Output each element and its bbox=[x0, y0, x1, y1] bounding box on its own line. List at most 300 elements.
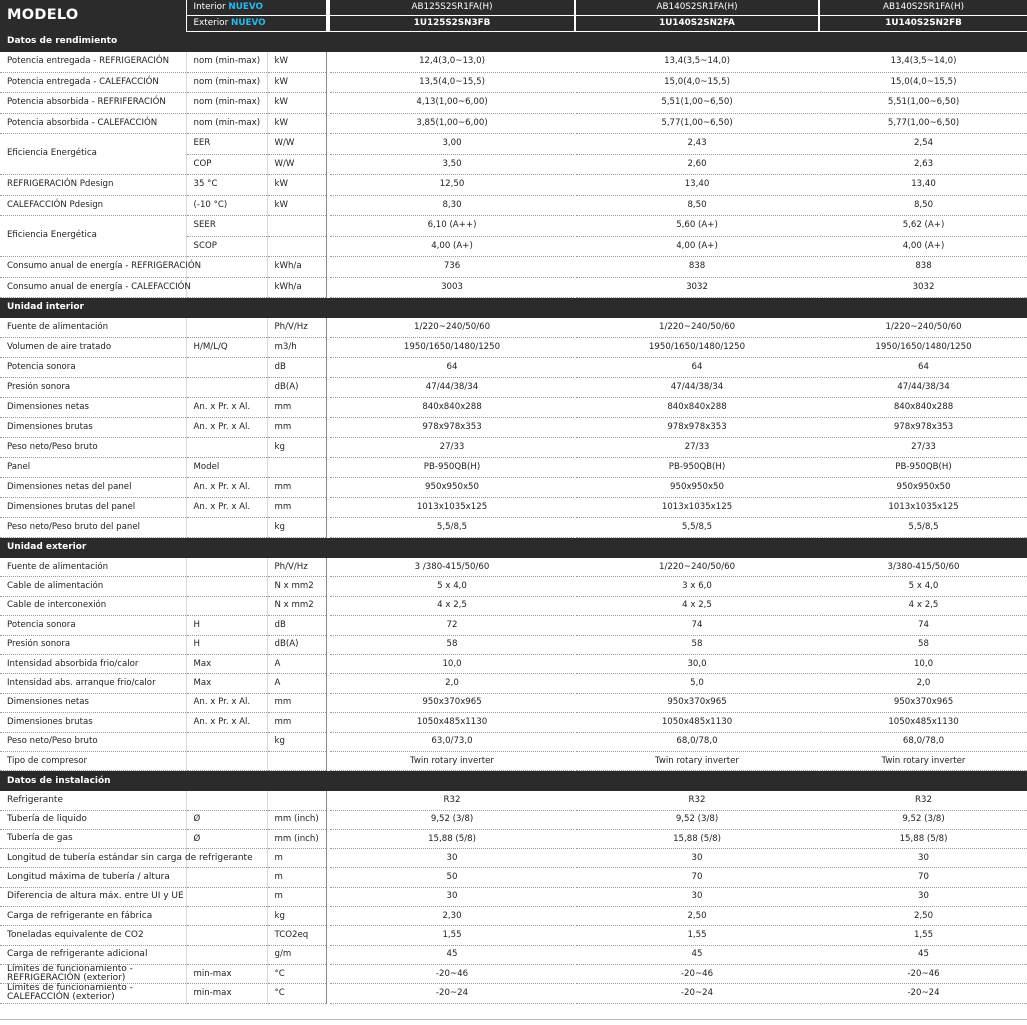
value-col-1: 6,10 (A++) bbox=[330, 216, 574, 237]
table-row bbox=[0, 964, 1027, 983]
row-unit: N x mm2 bbox=[267, 596, 326, 615]
row-unit: A bbox=[267, 654, 326, 673]
row-condition bbox=[186, 358, 267, 378]
row-label: Dimensiones netas bbox=[0, 398, 186, 418]
value-col-1: 12,4(3,0~13,0) bbox=[330, 52, 574, 72]
row-label: Longitud de tubería estándar sin carga de refrigerante bbox=[0, 849, 186, 868]
value-col-1: 3 /380-415/50/60 bbox=[330, 558, 574, 577]
row-unit: kg bbox=[267, 438, 326, 458]
row-label: Carga de refrigerante en fábrica bbox=[0, 907, 186, 926]
row-label: Potencia entregada - CALEFACCIÓN bbox=[0, 72, 186, 93]
row-label: Cable de alimentación bbox=[0, 577, 186, 596]
row-unit: kg bbox=[267, 518, 326, 538]
row-label: Presión sonora bbox=[0, 635, 186, 654]
value-col-3: 978x978x353 bbox=[820, 418, 1027, 438]
value-col-2: 30 bbox=[576, 887, 818, 906]
row-unit: mm bbox=[267, 693, 326, 712]
value-col-2: -20~24 bbox=[576, 984, 818, 1003]
value-col-1: 2,0 bbox=[330, 674, 574, 693]
exterior-model-3: 1U140S2SN2FB bbox=[820, 16, 1027, 32]
row-unit: kW bbox=[267, 113, 326, 134]
row-unit: dB(A) bbox=[267, 378, 326, 398]
table-row bbox=[0, 398, 1027, 418]
row-condition bbox=[186, 577, 267, 596]
row-label: CALEFACCIÓN Pdesign bbox=[0, 195, 186, 216]
value-col-1: 2,30 bbox=[330, 907, 574, 926]
row-condition: EER bbox=[186, 134, 267, 155]
value-col-1: 64 bbox=[330, 358, 574, 378]
table-row bbox=[0, 338, 1027, 358]
value-col-2: 47/44/38/34 bbox=[576, 378, 818, 398]
header-row-interior bbox=[0, 0, 1027, 16]
row-unit: TCO2eq bbox=[267, 926, 326, 945]
value-col-2: 74 bbox=[576, 616, 818, 635]
value-col-1: 950x950x50 bbox=[330, 478, 574, 498]
row-unit: W/W bbox=[267, 134, 326, 155]
row-label: Potencia sonora bbox=[0, 616, 186, 635]
value-col-2: 950x370x965 bbox=[576, 693, 818, 712]
value-col-2: 30 bbox=[576, 849, 818, 868]
value-col-3: 74 bbox=[820, 616, 1027, 635]
value-col-2: 1013x1035x125 bbox=[576, 498, 818, 518]
row-label: Fuente de alimentación bbox=[0, 558, 186, 577]
section-title: Unidad exterior bbox=[0, 538, 1027, 559]
table-row bbox=[0, 868, 1027, 887]
row-condition bbox=[186, 945, 267, 964]
row-label: Diferencia de altura máx. entre UI y UE bbox=[0, 887, 186, 906]
row-label: REFRIGERACIÓN Pdesign bbox=[0, 175, 186, 196]
value-col-3: 13,4(3,5~14,0) bbox=[820, 52, 1027, 72]
row-label: Peso neto/Peso bruto bbox=[0, 438, 186, 458]
row-unit: mm (inch) bbox=[267, 810, 326, 829]
row-unit: kW bbox=[267, 195, 326, 216]
row-label: Potencia sonora bbox=[0, 358, 186, 378]
row-unit: A bbox=[267, 674, 326, 693]
section-title: Unidad interior bbox=[0, 298, 1027, 319]
interior-model-1: AB125S2SR1FA(H) bbox=[330, 0, 574, 16]
value-col-3: 5,5/8,5 bbox=[820, 518, 1027, 538]
table-row bbox=[0, 596, 1027, 615]
row-condition bbox=[186, 438, 267, 458]
exterior-label bbox=[186, 16, 326, 32]
row-condition bbox=[186, 887, 267, 906]
row-condition: min-max bbox=[186, 984, 267, 1003]
table-row bbox=[0, 887, 1027, 906]
row-unit: m bbox=[267, 868, 326, 887]
row-condition: 35 °C bbox=[186, 175, 267, 196]
interior-model-3: AB140S2SR1FA(H) bbox=[820, 0, 1027, 16]
value-col-1: 30 bbox=[330, 887, 574, 906]
row-condition bbox=[186, 926, 267, 945]
table-row bbox=[0, 945, 1027, 964]
row-condition: nom (min-max) bbox=[186, 113, 267, 134]
table-row bbox=[0, 693, 1027, 712]
value-col-2: 45 bbox=[576, 945, 818, 964]
row-unit: g/m bbox=[267, 945, 326, 964]
row-label: Volumen de aire tratado bbox=[0, 338, 186, 358]
model-label: MODELO bbox=[0, 0, 186, 32]
section-interior bbox=[0, 298, 1027, 319]
value-col-3: 5,62 (A+) bbox=[820, 216, 1027, 237]
nuevo-badge-interior: NUEVO bbox=[228, 1, 264, 12]
value-col-1: 8,30 bbox=[330, 195, 574, 216]
value-col-1: 1/220~240/50/60 bbox=[330, 318, 574, 338]
value-col-1: 10,0 bbox=[330, 654, 574, 673]
value-col-2: 1/220~240/50/60 bbox=[576, 558, 818, 577]
row-unit: m bbox=[267, 849, 326, 868]
row-condition: An. x Pr. x Al. bbox=[186, 693, 267, 712]
exterior-model-2: 1U140S2SN2FA bbox=[576, 16, 818, 32]
table-row bbox=[0, 635, 1027, 654]
value-col-1: 1950/1650/1480/1250 bbox=[330, 338, 574, 358]
value-col-1: 15,88 (5/8) bbox=[330, 829, 574, 848]
value-col-3: 950x950x50 bbox=[820, 478, 1027, 498]
row-unit: mm bbox=[267, 498, 326, 518]
value-col-3: 10,0 bbox=[820, 654, 1027, 673]
table-row bbox=[0, 791, 1027, 810]
table-row bbox=[0, 277, 1027, 298]
row-label: Cable de interconexión bbox=[0, 596, 186, 615]
row-label: Presión sonora bbox=[0, 378, 186, 398]
value-col-2: 2,43 bbox=[576, 134, 818, 155]
value-col-3: Twin rotary inverter bbox=[820, 751, 1027, 770]
row-unit: W/W bbox=[267, 154, 326, 175]
value-col-3: 4,00 (A+) bbox=[820, 236, 1027, 257]
table-row bbox=[0, 134, 1027, 155]
value-col-2: 27/33 bbox=[576, 438, 818, 458]
interior-label-text: Interior bbox=[193, 1, 226, 12]
row-label: Peso neto/Peso bruto bbox=[0, 732, 186, 751]
row-condition bbox=[186, 791, 267, 810]
table-row bbox=[0, 810, 1027, 829]
value-col-2: 2,60 bbox=[576, 154, 818, 175]
row-unit: mm bbox=[267, 713, 326, 732]
table-row bbox=[0, 498, 1027, 518]
value-col-3: 3/380-415/50/60 bbox=[820, 558, 1027, 577]
value-col-3: 15,0(4,0~15,5) bbox=[820, 72, 1027, 93]
row-unit: °C bbox=[267, 984, 326, 1003]
row-label: Toneladas equivalente de CO2 bbox=[0, 926, 186, 945]
table-row bbox=[0, 713, 1027, 732]
row-condition bbox=[186, 378, 267, 398]
value-col-1: 72 bbox=[330, 616, 574, 635]
value-col-2: 950x950x50 bbox=[576, 478, 818, 498]
value-col-1: 3003 bbox=[330, 277, 574, 298]
table-row bbox=[0, 518, 1027, 538]
row-unit: °C bbox=[267, 964, 326, 983]
value-col-2: 5,60 (A+) bbox=[576, 216, 818, 237]
row-label: Fuente de alimentación bbox=[0, 318, 186, 338]
value-col-2: 4,00 (A+) bbox=[576, 236, 818, 257]
value-col-2: 30,0 bbox=[576, 654, 818, 673]
value-col-3: 1950/1650/1480/1250 bbox=[820, 338, 1027, 358]
value-col-2: 1/220~240/50/60 bbox=[576, 318, 818, 338]
row-unit: kW bbox=[267, 93, 326, 114]
value-col-2: 15,88 (5/8) bbox=[576, 829, 818, 848]
table-row bbox=[0, 418, 1027, 438]
value-col-2: 9,52 (3/8) bbox=[576, 810, 818, 829]
interior-label bbox=[186, 0, 326, 16]
value-col-1: 1,55 bbox=[330, 926, 574, 945]
row-label: Dimensiones brutas bbox=[0, 418, 186, 438]
row-unit: m3/h bbox=[267, 338, 326, 358]
row-unit: mm bbox=[267, 398, 326, 418]
row-condition bbox=[186, 518, 267, 538]
value-col-3: 3032 bbox=[820, 277, 1027, 298]
value-col-2: 15,0(4,0~15,5) bbox=[576, 72, 818, 93]
row-condition bbox=[186, 277, 267, 298]
value-col-3: 2,0 bbox=[820, 674, 1027, 693]
value-col-1: 5 x 4,0 bbox=[330, 577, 574, 596]
value-col-1: 63,0/73,0 bbox=[330, 732, 574, 751]
value-col-3: 2,63 bbox=[820, 154, 1027, 175]
row-label: Tipo de compresor bbox=[0, 751, 186, 770]
value-col-2: 58 bbox=[576, 635, 818, 654]
value-col-2: 68,0/78,0 bbox=[576, 732, 818, 751]
section-instalacion bbox=[0, 771, 1027, 792]
row-condition: COP bbox=[186, 154, 267, 175]
value-col-2: 5,77(1,00~6,50) bbox=[576, 113, 818, 134]
row-label: Dimensiones brutas del panel bbox=[0, 498, 186, 518]
row-label: Refrigerante bbox=[0, 791, 186, 810]
table-row bbox=[0, 72, 1027, 93]
value-col-1: 3,50 bbox=[330, 154, 574, 175]
row-condition bbox=[186, 868, 267, 887]
value-col-3: 30 bbox=[820, 849, 1027, 868]
value-col-3: 70 bbox=[820, 868, 1027, 887]
row-condition: Max bbox=[186, 674, 267, 693]
row-condition bbox=[186, 751, 267, 770]
row-label: Peso neto/Peso bruto del panel bbox=[0, 518, 186, 538]
table-row bbox=[0, 113, 1027, 134]
value-col-3: 45 bbox=[820, 945, 1027, 964]
value-col-1: 12,50 bbox=[330, 175, 574, 196]
row-condition: SEER bbox=[186, 216, 267, 237]
row-label: Límites de funcionamiento - CALEFACCIÓN (exterior) bbox=[0, 984, 186, 1003]
table-row bbox=[0, 318, 1027, 338]
value-col-3: 5,51(1,00~6,50) bbox=[820, 93, 1027, 114]
value-col-2: Twin rotary inverter bbox=[576, 751, 818, 770]
value-col-2: 5,5/8,5 bbox=[576, 518, 818, 538]
row-condition: min-max bbox=[186, 964, 267, 983]
value-col-3: 47/44/38/34 bbox=[820, 378, 1027, 398]
value-col-3: 2,54 bbox=[820, 134, 1027, 155]
value-col-2: 8,50 bbox=[576, 195, 818, 216]
table-row bbox=[0, 558, 1027, 577]
value-col-1: 5,5/8,5 bbox=[330, 518, 574, 538]
row-unit: dB bbox=[267, 616, 326, 635]
value-col-3: 8,50 bbox=[820, 195, 1027, 216]
exterior-label-text: Exterior bbox=[193, 17, 229, 28]
row-unit: kW bbox=[267, 72, 326, 93]
row-label: Límites de funcionamiento - REFRIGERACIÓN (exterior) bbox=[0, 964, 186, 983]
table-row bbox=[0, 907, 1027, 926]
value-col-1: 58 bbox=[330, 635, 574, 654]
row-condition: Model bbox=[186, 458, 267, 478]
row-condition: An. x Pr. x Al. bbox=[186, 713, 267, 732]
value-col-3: 4 x 2,5 bbox=[820, 596, 1027, 615]
section-rendimiento bbox=[0, 32, 1027, 53]
row-condition: SCOP bbox=[186, 236, 267, 257]
value-col-3: 58 bbox=[820, 635, 1027, 654]
row-label: Potencia absorbida - CALEFACCIÓN bbox=[0, 113, 186, 134]
table-row bbox=[0, 195, 1027, 216]
row-unit: dB(A) bbox=[267, 635, 326, 654]
row-unit bbox=[267, 458, 326, 478]
value-col-2: 70 bbox=[576, 868, 818, 887]
section-title: Datos de instalación bbox=[0, 771, 1027, 792]
row-condition: (-10 °C) bbox=[186, 195, 267, 216]
value-col-2: 64 bbox=[576, 358, 818, 378]
table-row bbox=[0, 438, 1027, 458]
row-condition: Ø bbox=[186, 810, 267, 829]
row-label: Consumo anual de energía - CALEFACCIÓN bbox=[0, 277, 186, 298]
table-row bbox=[0, 829, 1027, 848]
row-label: Dimensiones netas bbox=[0, 693, 186, 712]
value-col-2: 2,50 bbox=[576, 907, 818, 926]
value-col-3: 2,50 bbox=[820, 907, 1027, 926]
table-row bbox=[0, 926, 1027, 945]
table-row bbox=[0, 378, 1027, 398]
row-unit: dB bbox=[267, 358, 326, 378]
value-col-1: 978x978x353 bbox=[330, 418, 574, 438]
row-condition: An. x Pr. x Al. bbox=[186, 478, 267, 498]
row-label: Potencia absorbida - REFRIFERACIÓN bbox=[0, 93, 186, 114]
value-col-1: -20~46 bbox=[330, 964, 574, 983]
row-unit: mm bbox=[267, 478, 326, 498]
value-col-3: 30 bbox=[820, 887, 1027, 906]
nuevo-badge-exterior: NUEVO bbox=[230, 17, 266, 28]
row-label: Longitud máxima de tubería / altura bbox=[0, 868, 186, 887]
value-col-2: 3 x 6,0 bbox=[576, 577, 818, 596]
row-unit: mm (inch) bbox=[267, 829, 326, 848]
value-col-1: 47/44/38/34 bbox=[330, 378, 574, 398]
row-condition: An. x Pr. x Al. bbox=[186, 418, 267, 438]
value-col-2: PB-950QB(H) bbox=[576, 458, 818, 478]
value-col-2: 1950/1650/1480/1250 bbox=[576, 338, 818, 358]
value-col-2: 1,55 bbox=[576, 926, 818, 945]
value-col-1: PB-950QB(H) bbox=[330, 458, 574, 478]
row-label: Dimensiones brutas bbox=[0, 713, 186, 732]
row-condition: nom (min-max) bbox=[186, 93, 267, 114]
row-condition bbox=[186, 596, 267, 615]
value-col-3: 1050x485x1130 bbox=[820, 713, 1027, 732]
row-unit bbox=[267, 236, 326, 257]
row-condition: Ø bbox=[186, 829, 267, 848]
value-col-3: 27/33 bbox=[820, 438, 1027, 458]
row-label: Dimensiones netas del panel bbox=[0, 478, 186, 498]
row-unit: Ph/V/Hz bbox=[267, 318, 326, 338]
value-col-3: R32 bbox=[820, 791, 1027, 810]
row-unit: kW bbox=[267, 52, 326, 72]
row-condition: Max bbox=[186, 654, 267, 673]
row-label: Eficiencia Energética bbox=[0, 134, 186, 175]
section-exterior bbox=[0, 538, 1027, 559]
row-unit: kg bbox=[267, 732, 326, 751]
table-row bbox=[0, 732, 1027, 751]
value-col-3: 840x840x288 bbox=[820, 398, 1027, 418]
value-col-1: 3,85(1,00~6,00) bbox=[330, 113, 574, 134]
table-row bbox=[0, 478, 1027, 498]
value-col-1: 45 bbox=[330, 945, 574, 964]
value-col-3: 64 bbox=[820, 358, 1027, 378]
row-condition: nom (min-max) bbox=[186, 72, 267, 93]
table-row bbox=[0, 458, 1027, 478]
row-condition: An. x Pr. x Al. bbox=[186, 498, 267, 518]
value-col-1: 4,00 (A+) bbox=[330, 236, 574, 257]
row-label: Consumo anual de energía - REFRIGERACIÓN bbox=[0, 257, 186, 278]
value-col-1: 1050x485x1130 bbox=[330, 713, 574, 732]
value-col-2: 3032 bbox=[576, 277, 818, 298]
table-row bbox=[0, 93, 1027, 114]
table-row bbox=[0, 674, 1027, 693]
table-row bbox=[0, 577, 1027, 596]
row-unit: m bbox=[267, 887, 326, 906]
row-condition: nom (min-max) bbox=[186, 52, 267, 72]
row-label: Tubería de liquido bbox=[0, 810, 186, 829]
interior-model-2: AB140S2SR1FA(H) bbox=[576, 0, 818, 16]
value-col-2: 1050x485x1130 bbox=[576, 713, 818, 732]
row-label: Intensidad abs. arranque frio/calor bbox=[0, 674, 186, 693]
row-condition bbox=[186, 558, 267, 577]
table-row bbox=[0, 616, 1027, 635]
bottom-rule bbox=[0, 1019, 1027, 1020]
table-row bbox=[0, 216, 1027, 237]
value-col-1: 4 x 2,5 bbox=[330, 596, 574, 615]
row-condition: An. x Pr. x Al. bbox=[186, 398, 267, 418]
value-col-3: 5 x 4,0 bbox=[820, 577, 1027, 596]
table-row bbox=[0, 257, 1027, 278]
value-col-3: PB-950QB(H) bbox=[820, 458, 1027, 478]
value-col-2: 840x840x288 bbox=[576, 398, 818, 418]
row-condition bbox=[186, 732, 267, 751]
row-unit: mm bbox=[267, 418, 326, 438]
row-unit bbox=[267, 751, 326, 770]
table-row bbox=[0, 654, 1027, 673]
value-col-2: 5,0 bbox=[576, 674, 818, 693]
table-row bbox=[0, 984, 1027, 1003]
value-col-3: 1/220~240/50/60 bbox=[820, 318, 1027, 338]
value-col-3: 5,77(1,00~6,50) bbox=[820, 113, 1027, 134]
value-col-3: -20~24 bbox=[820, 984, 1027, 1003]
row-condition bbox=[186, 907, 267, 926]
value-col-1: R32 bbox=[330, 791, 574, 810]
value-col-2: R32 bbox=[576, 791, 818, 810]
row-label: Panel bbox=[0, 458, 186, 478]
row-label: Tubería de gas bbox=[0, 829, 186, 848]
value-col-3: 950x370x965 bbox=[820, 693, 1027, 712]
value-col-2: 13,4(3,5~14,0) bbox=[576, 52, 818, 72]
value-col-1: 736 bbox=[330, 257, 574, 278]
row-unit: N x mm2 bbox=[267, 577, 326, 596]
row-unit: kWh/a bbox=[267, 277, 326, 298]
value-col-1: 50 bbox=[330, 868, 574, 887]
value-col-3: 9,52 (3/8) bbox=[820, 810, 1027, 829]
value-col-2: 838 bbox=[576, 257, 818, 278]
value-col-3: 68,0/78,0 bbox=[820, 732, 1027, 751]
row-unit bbox=[267, 791, 326, 810]
value-col-1: 27/33 bbox=[330, 438, 574, 458]
value-col-3: -20~46 bbox=[820, 964, 1027, 983]
table-row bbox=[0, 175, 1027, 196]
row-condition: H/M/L/Q bbox=[186, 338, 267, 358]
value-col-1: 840x840x288 bbox=[330, 398, 574, 418]
table-row bbox=[0, 52, 1027, 72]
value-col-1: 9,52 (3/8) bbox=[330, 810, 574, 829]
value-col-2: 13,40 bbox=[576, 175, 818, 196]
row-unit: kg bbox=[267, 907, 326, 926]
value-col-1: 1013x1035x125 bbox=[330, 498, 574, 518]
